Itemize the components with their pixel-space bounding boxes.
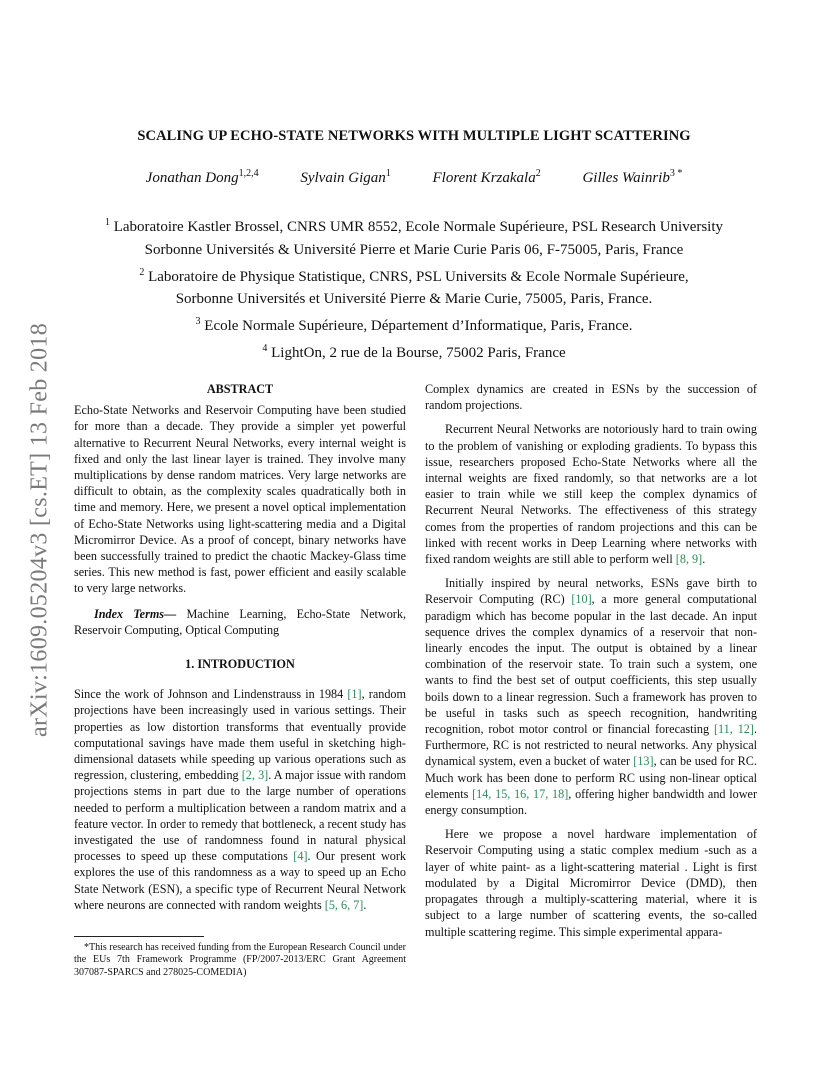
author: Sylvain Gigan$^1$ [300, 168, 391, 186]
paper-title: SCALING UP ECHO-STATE NETWORKS WITH MULTIPLE LIGHT SCATTERING [137, 128, 691, 144]
citation-link[interactable]: [4] [293, 849, 308, 864]
affiliation-line: $^4$ LightOn, 2 rue de la Bourse, 75002 Paris, France [262, 342, 566, 361]
citation-link[interactable]: [11, 12] [713, 722, 754, 737]
citation-link[interactable]: [5, 6, 7] [324, 897, 364, 912]
citation-link[interactable]: [13] [633, 754, 654, 769]
citation-link[interactable]: [8, 9] [675, 552, 703, 567]
intro-heading: 1. INTRODUCTION [185, 657, 295, 672]
author: Gilles Wainrib$^{3 *}$ [582, 168, 683, 186]
abstract-text: Echo-State Networks and Reservoir Computing have been studied for more than a decade. They provide a simpler yet powerful alternative to Recurrent Neural Networks, every internal weight is fixed and only the last linear layer is trained. They involve many multiplications by dense random matrices. Very large networks are difficult to obtain, as the complexity scales quadratically both in time and memory. Here, we present a novel optical implementation of Echo-State Networks using light-scattering media and a Digital Micromirror Device. As a proof of concept, binary networks have been successfully trained to predict the chaotic Mackey-Glass time series. This new method is fast, power efficient and easily scalable to very large networks. [74, 403, 406, 596]
affiliation-line: $^1$ Laboratoire Kastler Brossel, CNRS UMR 8552, Ecole Normale Supérieure, PSL Research University [104, 217, 724, 235]
left-column [74, 381, 406, 913]
affiliation-line: $^2$ Laboratoire de Physique Statistique, CNRS, PSL Universits & Ecole Normale Supérieure, [139, 266, 689, 285]
index-terms: Index Terms— Machine Learning, Echo-State Network, Reservoir Computing, Optical Computing [74, 606, 406, 637]
citation-link[interactable]: [2, 3] [241, 768, 269, 783]
abstract-heading: ABSTRACT [206, 382, 274, 396]
affiliation-line: Sorbonne Universités et Université Pierre & Marie Curie, 75005, Paris, France. [175, 291, 653, 308]
citation-link[interactable]: [14, 15, 16, 17, 18] [472, 786, 569, 801]
affiliation-line: Sorbonne Universités & Université Pierre et Marie Curie Paris 06, F-75005, Paris, France [144, 241, 684, 258]
citation-link[interactable]: [1] [347, 687, 362, 702]
author: Jonathan Dong$^{1,2,4}$ [145, 168, 259, 186]
intro-paragraph-1-continued: Complex dynamics are created in ESNs by the succession of random projections. [425, 382, 757, 413]
arxiv-stamp-text: arXiv:1609.05204v3 [cs.ET] 13 Feb 2018 [26, 322, 53, 738]
footnote-text: *This research has received funding from the European Research Council under the EUs 7th Framework Programme (FP/2007-2013/ERC Grant Agreement 307087-SPARCS and 278025-COMEDIA) [74, 942, 406, 978]
author: Florent Krzakala$^2$ [432, 168, 541, 186]
citation-link[interactable]: [10] [571, 592, 592, 607]
author-list [0, 168, 828, 187]
right-column [425, 381, 757, 940]
intro-paragraph-1: Since the work of Johnson and Lindenstrauss in 1984 [1], random projections have been increasingly used in various settings. Their properties as low distortion transforms that eventually provide computational savings have made them useful in sketching high-dimensional datasets while speeding up various operations such as regression, clustering, embedding [2, 3]. A major issue with random projections stems in part due to the large number of operations needed to perform a multiplication between a random matrix and a feature vector. In order to remedy that bottleneck, a recent study has investigated the use of randomness found in natural physical processes to speed up these computations [4]. Our present work explores the use of this randomness as a way to speed up an Echo State Network (ESN), a specific type of Recurrent Neural Network where neurons are connected with random weights [5, 6, 7]. [74, 687, 406, 912]
intro-paragraph-3: Initially inspired by neural networks, ESNs gave birth to Reservoir Computing (RC) [10], a more general computational paradigm which has become popular in the last decade. An input sequence drives the complex dynamics of a reservoir that non-linearly encodes the input. The output is obtained by a linear combination of the reservoir state. To train such a system, one wants to find the best set of output coefficients, this step usually boils down to a linear regression. Such a framework has proven to be useful in tasks such as speech recognition, handwriting recognition, robot motor control or financial forecasting [11, 12]. Furthermore, RC is not restricted to neural networks. Any physical dynamical system, even a bucket of water [13], can be used for RC. Much work has been done to perform RC using non-linear optical elements [14, 15, 16, 17, 18], offering higher bandwidth and lower energy consumption. [425, 576, 757, 818]
footnote [74, 936, 406, 979]
affiliation-line: $^3$ Ecole Normale Supérieure, Département d’Informatique, Paris, France. [195, 316, 633, 335]
intro-paragraph-2: Recurrent Neural Networks are notoriously hard to train owing to the problem of vanishing or exploding gradients. To bypass this issue, researchers proposed Echo-State Networks where all the internal weights are fixed randomly, so that networks are a lot easier to train while we still keep the complex dynamics of Recurrent Neural Networks. The effectiveness of this strategy comes from the properties of random projections and this can be linked with recent works in Deep Learning where networks with fixed random weights are still able to perform well [8, 9]. [425, 422, 757, 567]
footnote-rule [74, 936, 204, 937]
intro-paragraph-4: Here we propose a novel hardware implementation of Reservoir Computing using a static complex medium -such as a layer of white paint- as a light-scattering material . Light is first modulated by a Digital Micromirror Device (DMD), then propagates through a multiply-scattering material, where it is subject to a large number of scattering events, the so-called multiple scattering regime. This simple experimental appara- [425, 827, 757, 939]
affiliations [0, 212, 828, 365]
